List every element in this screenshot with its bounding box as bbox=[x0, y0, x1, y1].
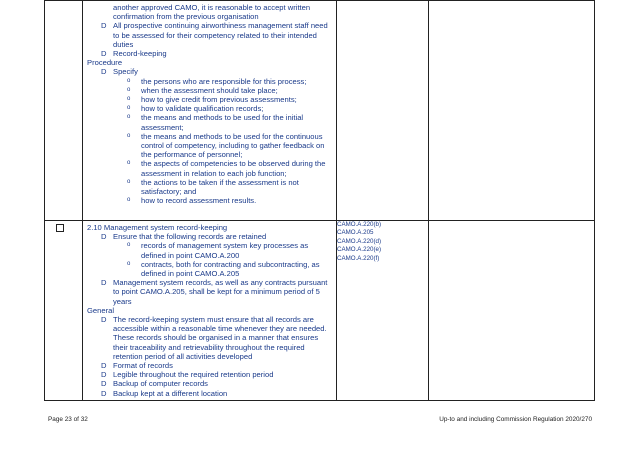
item-text bbox=[141, 241, 332, 259]
sub-list bbox=[87, 241, 332, 278]
checkbox-cell bbox=[45, 1, 83, 221]
sub-list-item bbox=[127, 132, 332, 160]
procedure-label: Procedure bbox=[87, 58, 123, 68]
item-text bbox=[113, 370, 332, 379]
text-line: how to give credit from previous assessments; bbox=[141, 95, 297, 105]
item-text bbox=[141, 260, 332, 278]
bullet-list bbox=[87, 21, 332, 58]
text-line: records of management system key processes as bbox=[141, 241, 309, 251]
sub-list-item bbox=[127, 77, 332, 86]
text-line: to point CAMO.A.205, shall be kept for a minimum period of 5 bbox=[113, 287, 320, 297]
sub-list-item bbox=[127, 241, 332, 259]
text-line: defined in point CAMO.A.205 bbox=[141, 269, 240, 279]
checkbox[interactable] bbox=[56, 224, 64, 232]
text-line: Backup of computer records bbox=[113, 379, 208, 389]
circle-bullet-icon: o bbox=[127, 86, 131, 93]
sub-list-item bbox=[127, 159, 332, 177]
item-text bbox=[141, 113, 332, 131]
item-text bbox=[113, 389, 332, 398]
item-text bbox=[113, 278, 332, 306]
text-line: the actions to be taken if the assessment is not bbox=[141, 177, 299, 187]
text-line: The record-keeping system must ensure that all records are bbox=[113, 315, 314, 325]
text-line: when the assessment should take place; bbox=[141, 85, 278, 95]
sub-list-item bbox=[127, 113, 332, 131]
text-line: control of competency, including to gather feedback on bbox=[141, 141, 325, 151]
text-line: Backup kept at a different location bbox=[113, 388, 228, 398]
item-text bbox=[141, 178, 332, 196]
sub-list-item bbox=[127, 86, 332, 95]
text-line: how to record assessment results. bbox=[141, 196, 257, 206]
text-line: defined in point CAMO.A.200 bbox=[141, 250, 240, 260]
text-line: contracts, both for contracting and subcontracting, as bbox=[141, 259, 320, 269]
circle-bullet-icon: o bbox=[127, 260, 131, 267]
checkbox-cell bbox=[45, 221, 83, 401]
text-line: Ensure that the following records are retained bbox=[113, 232, 267, 242]
text-line: CAMO.A.205 bbox=[337, 229, 374, 237]
table-row bbox=[45, 221, 595, 401]
item-text bbox=[141, 104, 332, 113]
item-text bbox=[113, 315, 332, 361]
bullet-marker: D bbox=[101, 278, 107, 288]
notes-cell bbox=[429, 1, 595, 221]
list-item bbox=[101, 361, 332, 370]
reference-cell bbox=[337, 221, 429, 401]
text-line: Record-keeping bbox=[113, 49, 167, 59]
sub-list-item bbox=[127, 178, 332, 196]
bullet-marker: D bbox=[101, 49, 107, 59]
text-line: Format of records bbox=[113, 361, 173, 371]
text-line: CAMO.A.220(d) bbox=[337, 237, 382, 245]
text-line: the aspects of competencies to be observed during the bbox=[141, 159, 326, 169]
item-text bbox=[141, 77, 332, 86]
circle-bullet-icon: o bbox=[127, 105, 131, 112]
list-item bbox=[101, 232, 332, 241]
text-line: CAMO.A.220(f) bbox=[337, 254, 380, 262]
specify-sublist bbox=[87, 77, 332, 206]
text-line: another approved CAMO, it is reasonable to accept written bbox=[113, 3, 311, 12]
bullet-marker: D bbox=[101, 21, 107, 31]
bullet-list bbox=[87, 278, 332, 306]
bullet-list bbox=[87, 315, 332, 398]
list-item bbox=[101, 389, 332, 398]
text-line: the performance of personnel; bbox=[141, 150, 243, 160]
sub-list-item bbox=[127, 260, 332, 278]
text-line: All prospective continuing airworthiness management staff need bbox=[113, 21, 328, 31]
regulation-note: Up-to and including Commission Regulation 2020/270 bbox=[439, 416, 592, 423]
text-line: Legible throughout the required retention period bbox=[113, 370, 274, 380]
text-line: accessible within a reasonable time whenever they are needed. bbox=[113, 324, 327, 334]
text-line: how to validate qualification records; bbox=[141, 104, 264, 114]
circle-bullet-icon: o bbox=[127, 242, 131, 249]
text-line: CAMO.A.220(e) bbox=[337, 246, 382, 254]
list-item bbox=[101, 49, 332, 58]
circle-bullet-icon: o bbox=[127, 77, 131, 84]
bullet-marker: D bbox=[101, 315, 107, 325]
circle-bullet-icon: o bbox=[127, 114, 131, 121]
sub-list-item bbox=[127, 196, 332, 205]
text-line: Management system records, as well as any contracts pursuant bbox=[113, 278, 328, 288]
text-line: satisfactory; and bbox=[141, 187, 197, 197]
bullet-marker: D bbox=[101, 370, 107, 380]
item-text bbox=[113, 232, 332, 241]
bullet-list bbox=[87, 232, 332, 241]
list-item bbox=[101, 370, 332, 379]
item-text bbox=[113, 361, 332, 370]
list-item bbox=[101, 278, 332, 306]
text-line: the means and methods to be used for the continuous bbox=[141, 131, 323, 141]
reference-list bbox=[337, 221, 428, 263]
text-line: confirmation from the previous organisation bbox=[113, 12, 259, 22]
page-number: Page 23 of 32 bbox=[48, 416, 88, 423]
item-text bbox=[113, 21, 332, 49]
item-text bbox=[113, 379, 332, 388]
item-text bbox=[113, 49, 332, 58]
list-item bbox=[101, 21, 332, 49]
circle-bullet-icon: o bbox=[127, 178, 131, 185]
text-line: the persons who are responsible for this process; bbox=[141, 76, 307, 86]
circle-bullet-icon: o bbox=[127, 197, 131, 204]
circle-bullet-icon: o bbox=[127, 96, 131, 103]
requirement-cell bbox=[83, 221, 337, 401]
item-text bbox=[141, 86, 332, 95]
text-line: years bbox=[113, 296, 132, 306]
item-text bbox=[141, 196, 332, 205]
specify-item: D Specify bbox=[101, 67, 138, 77]
table-row bbox=[45, 1, 595, 221]
item-text bbox=[141, 159, 332, 177]
sub-list-item bbox=[127, 95, 332, 104]
requirement-cell bbox=[83, 1, 337, 221]
text-line: to be assessed for their competency related to their intended bbox=[113, 30, 317, 40]
general-label: General bbox=[87, 305, 115, 315]
text-line: assessment; bbox=[141, 122, 184, 132]
text-line: CAMO.A.220(b) bbox=[337, 221, 382, 228]
continuation-text bbox=[113, 3, 332, 21]
section-title: 2.10 Management system record-keeping bbox=[87, 223, 228, 232]
text-line: duties bbox=[113, 39, 134, 49]
sub-list-item bbox=[127, 104, 332, 113]
circle-bullet-icon: o bbox=[127, 132, 131, 139]
text-line: These records should be organised in a manner that ensures bbox=[113, 333, 319, 343]
notes-cell bbox=[429, 221, 595, 401]
text-line: the means and methods to be used for the initial bbox=[141, 113, 304, 123]
list-item bbox=[101, 379, 332, 388]
bullet-marker: D bbox=[101, 232, 107, 242]
list-item bbox=[101, 315, 332, 361]
checklist-table bbox=[44, 0, 595, 401]
circle-bullet-icon: o bbox=[127, 160, 131, 167]
text-line: assessment in relation to each job function; bbox=[141, 168, 287, 178]
bullet-marker: D bbox=[101, 361, 107, 371]
item-text bbox=[141, 132, 332, 160]
bullet-marker: D bbox=[101, 379, 107, 389]
text-line: their traceability and retrievability throughout the required bbox=[113, 342, 305, 352]
bullet-marker: D bbox=[101, 388, 107, 398]
reference-cell bbox=[337, 1, 429, 221]
item-text bbox=[141, 95, 332, 104]
text-line: retention period of all activities developed bbox=[113, 351, 253, 361]
